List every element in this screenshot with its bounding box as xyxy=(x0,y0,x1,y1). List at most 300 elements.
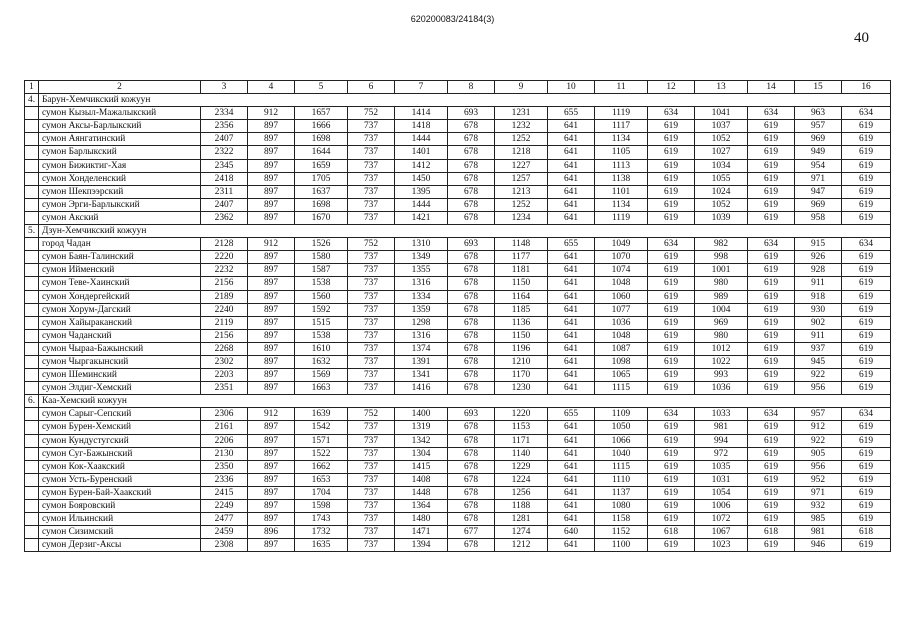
value-cell: 2351 xyxy=(201,382,248,395)
value-cell: 737 xyxy=(348,539,395,552)
value-cell: 897 xyxy=(248,277,295,290)
value-cell: 678 xyxy=(448,329,495,342)
value-cell: 619 xyxy=(842,434,891,447)
value-cell: 2220 xyxy=(201,251,248,264)
value-cell: 641 xyxy=(548,486,595,499)
value-cell: 1598 xyxy=(295,500,348,513)
value-cell: 1743 xyxy=(295,513,348,526)
value-cell: 1414 xyxy=(395,107,448,120)
header-cell: 4 xyxy=(248,81,295,94)
value-cell: 897 xyxy=(248,355,295,368)
document-id: 620200083/24184(3) xyxy=(410,14,495,24)
header-cell: 14 xyxy=(748,81,795,94)
value-cell: 1234 xyxy=(495,211,548,224)
section-number: 5. xyxy=(25,225,39,238)
value-cell: 655 xyxy=(548,238,595,251)
value-cell: 2477 xyxy=(201,513,248,526)
value-cell: 897 xyxy=(248,198,295,211)
value-cell: 2415 xyxy=(201,486,248,499)
value-cell: 619 xyxy=(748,329,795,342)
table-row xyxy=(25,185,891,198)
value-cell: 619 xyxy=(748,120,795,133)
value-cell: 737 xyxy=(348,303,395,316)
value-cell: 1610 xyxy=(295,342,348,355)
value-cell: 1067 xyxy=(695,526,748,539)
value-cell: 1001 xyxy=(695,264,748,277)
value-cell: 926 xyxy=(795,251,842,264)
value-cell: 1110 xyxy=(595,473,648,486)
value-cell: 1072 xyxy=(695,513,748,526)
value-cell: 678 xyxy=(448,172,495,185)
value-cell: 618 xyxy=(648,526,695,539)
value-cell: 1644 xyxy=(295,146,348,159)
row-index-cell xyxy=(25,133,39,146)
value-cell: 954 xyxy=(795,159,842,172)
value-cell: 619 xyxy=(748,513,795,526)
value-cell: 619 xyxy=(648,473,695,486)
table-row xyxy=(25,198,891,211)
value-cell: 619 xyxy=(842,159,891,172)
settlement-name: сумон Элдиг-Хемский xyxy=(39,382,201,395)
value-cell: 1220 xyxy=(495,408,548,421)
value-cell: 634 xyxy=(748,408,795,421)
value-cell: 1408 xyxy=(395,473,448,486)
value-cell: 1639 xyxy=(295,408,348,421)
value-cell: 641 xyxy=(548,434,595,447)
value-cell: 641 xyxy=(548,198,595,211)
settlement-name: сумон Шеминский xyxy=(39,369,201,382)
value-cell: 678 xyxy=(448,500,495,513)
value-cell: 641 xyxy=(548,277,595,290)
header-cell: 11 xyxy=(595,81,648,94)
table-body xyxy=(25,81,891,552)
table-row xyxy=(25,120,891,133)
value-cell: 912 xyxy=(248,107,295,120)
value-cell: 905 xyxy=(795,447,842,460)
row-index-cell xyxy=(25,473,39,486)
value-cell: 619 xyxy=(648,355,695,368)
value-cell: 897 xyxy=(248,421,295,434)
value-cell: 678 xyxy=(448,355,495,368)
value-cell: 1070 xyxy=(595,251,648,264)
value-cell: 641 xyxy=(548,473,595,486)
value-cell: 2249 xyxy=(201,500,248,513)
value-cell: 2308 xyxy=(201,539,248,552)
value-cell: 619 xyxy=(748,264,795,277)
value-cell: 619 xyxy=(748,473,795,486)
value-cell: 1150 xyxy=(495,277,548,290)
value-cell: 1560 xyxy=(295,290,348,303)
value-cell: 1136 xyxy=(495,316,548,329)
value-cell: 2334 xyxy=(201,107,248,120)
value-cell: 1418 xyxy=(395,120,448,133)
value-cell: 1400 xyxy=(395,408,448,421)
value-cell: 619 xyxy=(748,303,795,316)
value-cell: 1662 xyxy=(295,460,348,473)
value-cell: 2407 xyxy=(201,198,248,211)
value-cell: 1480 xyxy=(395,513,448,526)
value-cell: 1415 xyxy=(395,460,448,473)
value-cell: 937 xyxy=(795,342,842,355)
value-cell: 1100 xyxy=(595,539,648,552)
value-cell: 946 xyxy=(795,539,842,552)
value-cell: 619 xyxy=(748,369,795,382)
table-row xyxy=(25,107,891,120)
value-cell: 619 xyxy=(648,264,695,277)
value-cell: 1316 xyxy=(395,329,448,342)
section-title: Дзун-Хемчикский кожуун xyxy=(39,225,891,238)
value-cell: 1177 xyxy=(495,251,548,264)
section-row xyxy=(25,94,891,107)
row-index-cell xyxy=(25,513,39,526)
value-cell: 971 xyxy=(795,486,842,499)
value-cell: 928 xyxy=(795,264,842,277)
settlement-name: сумон Чаданский xyxy=(39,329,201,342)
value-cell: 619 xyxy=(842,539,891,552)
value-cell: 1256 xyxy=(495,486,548,499)
section-row xyxy=(25,395,891,408)
value-cell: 619 xyxy=(748,421,795,434)
header-cell: 10 xyxy=(548,81,595,94)
value-cell: 1698 xyxy=(295,198,348,211)
value-cell: 619 xyxy=(842,264,891,277)
value-cell: 619 xyxy=(842,290,891,303)
value-cell: 897 xyxy=(248,434,295,447)
value-cell: 619 xyxy=(842,500,891,513)
value-cell: 1421 xyxy=(395,211,448,224)
table-row xyxy=(25,355,891,368)
section-title: Барун-Хемчикский кожуун xyxy=(39,94,891,107)
value-cell: 2407 xyxy=(201,133,248,146)
value-cell: 1037 xyxy=(695,120,748,133)
value-cell: 619 xyxy=(648,447,695,460)
value-cell: 1448 xyxy=(395,486,448,499)
table-row xyxy=(25,447,891,460)
table-row xyxy=(25,303,891,316)
value-cell: 2189 xyxy=(201,290,248,303)
header-cell: 13 xyxy=(695,81,748,94)
value-cell: 1210 xyxy=(495,355,548,368)
value-cell: 897 xyxy=(248,473,295,486)
settlement-name: сумон Кок-Хаакский xyxy=(39,460,201,473)
section-number: 4. xyxy=(25,94,39,107)
section-row xyxy=(25,225,891,238)
value-cell: 945 xyxy=(795,355,842,368)
value-cell: 641 xyxy=(548,211,595,224)
value-cell: 998 xyxy=(695,251,748,264)
value-cell: 641 xyxy=(548,382,595,395)
value-cell: 619 xyxy=(842,303,891,316)
value-cell: 619 xyxy=(748,486,795,499)
value-cell: 2350 xyxy=(201,460,248,473)
value-cell: 912 xyxy=(795,421,842,434)
table-row xyxy=(25,500,891,513)
table-row xyxy=(25,172,891,185)
value-cell: 1349 xyxy=(395,251,448,264)
value-cell: 752 xyxy=(348,107,395,120)
value-cell: 678 xyxy=(448,211,495,224)
value-cell: 678 xyxy=(448,434,495,447)
value-cell: 1394 xyxy=(395,539,448,552)
section-number: 6. xyxy=(25,395,39,408)
value-cell: 693 xyxy=(448,408,495,421)
value-cell: 957 xyxy=(795,120,842,133)
value-cell: 897 xyxy=(248,251,295,264)
value-cell: 1065 xyxy=(595,369,648,382)
value-cell: 1538 xyxy=(295,277,348,290)
value-cell: 693 xyxy=(448,107,495,120)
data-table xyxy=(24,80,891,552)
value-cell: 737 xyxy=(348,329,395,342)
value-cell: 1632 xyxy=(295,355,348,368)
settlement-name: город Чадан xyxy=(39,238,201,251)
value-cell: 2362 xyxy=(201,211,248,224)
value-cell: 981 xyxy=(795,526,842,539)
value-cell: 1188 xyxy=(495,500,548,513)
value-cell: 1416 xyxy=(395,382,448,395)
value-cell: 1034 xyxy=(695,159,748,172)
value-cell: 634 xyxy=(648,238,695,251)
value-cell: 619 xyxy=(648,146,695,159)
value-cell: 952 xyxy=(795,473,842,486)
row-index-cell xyxy=(25,185,39,198)
value-cell: 641 xyxy=(548,264,595,277)
value-cell: 897 xyxy=(248,120,295,133)
value-cell: 1039 xyxy=(695,211,748,224)
value-cell: 1036 xyxy=(595,316,648,329)
value-cell: 1087 xyxy=(595,342,648,355)
value-cell: 1587 xyxy=(295,264,348,277)
value-cell: 1355 xyxy=(395,264,448,277)
value-cell: 1704 xyxy=(295,486,348,499)
value-cell: 641 xyxy=(548,355,595,368)
value-cell: 1150 xyxy=(495,329,548,342)
row-index-cell xyxy=(25,500,39,513)
value-cell: 737 xyxy=(348,198,395,211)
value-cell: 678 xyxy=(448,539,495,552)
table-row xyxy=(25,539,891,552)
value-cell: 1401 xyxy=(395,146,448,159)
value-cell: 969 xyxy=(795,133,842,146)
value-cell: 1257 xyxy=(495,172,548,185)
row-index-cell xyxy=(25,526,39,539)
value-cell: 1012 xyxy=(695,342,748,355)
header-cell: 5 xyxy=(295,81,348,94)
value-cell: 1580 xyxy=(295,251,348,264)
value-cell: 2240 xyxy=(201,303,248,316)
table-row xyxy=(25,473,891,486)
value-cell: 1637 xyxy=(295,185,348,198)
row-index-cell xyxy=(25,342,39,355)
value-cell: 1040 xyxy=(595,447,648,460)
value-cell: 1181 xyxy=(495,264,548,277)
value-cell: 1105 xyxy=(595,146,648,159)
header-cell: 2 xyxy=(39,81,201,94)
value-cell: 737 xyxy=(348,264,395,277)
value-cell: 2302 xyxy=(201,355,248,368)
value-cell: 1066 xyxy=(595,434,648,447)
value-cell: 619 xyxy=(648,421,695,434)
value-cell: 737 xyxy=(348,185,395,198)
value-cell: 1412 xyxy=(395,159,448,172)
value-cell: 737 xyxy=(348,369,395,382)
value-cell: 619 xyxy=(648,251,695,264)
value-cell: 619 xyxy=(842,133,891,146)
value-cell: 1006 xyxy=(695,500,748,513)
row-index-cell xyxy=(25,172,39,185)
value-cell: 619 xyxy=(748,500,795,513)
value-cell: 619 xyxy=(842,172,891,185)
value-cell: 1310 xyxy=(395,238,448,251)
value-cell: 737 xyxy=(348,434,395,447)
table-row xyxy=(25,329,891,342)
row-index-cell xyxy=(25,290,39,303)
value-cell: 1229 xyxy=(495,460,548,473)
value-cell: 897 xyxy=(248,264,295,277)
value-cell: 897 xyxy=(248,342,295,355)
value-cell: 619 xyxy=(648,329,695,342)
value-cell: 1218 xyxy=(495,146,548,159)
value-cell: 678 xyxy=(448,447,495,460)
value-cell: 1666 xyxy=(295,120,348,133)
value-cell: 641 xyxy=(548,329,595,342)
header-cell: 12 xyxy=(648,81,695,94)
value-cell: 619 xyxy=(748,434,795,447)
value-cell: 982 xyxy=(695,238,748,251)
value-cell: 619 xyxy=(842,185,891,198)
value-cell: 2232 xyxy=(201,264,248,277)
table-row xyxy=(25,486,891,499)
value-cell: 1185 xyxy=(495,303,548,316)
value-cell: 619 xyxy=(842,460,891,473)
settlement-name: сумон Эрги-Барлыкский xyxy=(39,198,201,211)
value-cell: 1060 xyxy=(595,290,648,303)
row-index-cell xyxy=(25,251,39,264)
value-cell: 1450 xyxy=(395,172,448,185)
value-cell: 1391 xyxy=(395,355,448,368)
value-cell: 619 xyxy=(748,460,795,473)
value-cell: 1119 xyxy=(595,107,648,120)
value-cell: 641 xyxy=(548,460,595,473)
value-cell: 897 xyxy=(248,303,295,316)
value-cell: 949 xyxy=(795,146,842,159)
value-cell: 897 xyxy=(248,500,295,513)
value-cell: 1170 xyxy=(495,369,548,382)
value-cell: 641 xyxy=(548,316,595,329)
value-cell: 1074 xyxy=(595,264,648,277)
header-cell: 7 xyxy=(395,81,448,94)
value-cell: 737 xyxy=(348,159,395,172)
value-cell: 641 xyxy=(548,539,595,552)
value-cell: 619 xyxy=(748,198,795,211)
value-cell: 1022 xyxy=(695,355,748,368)
value-cell: 1635 xyxy=(295,539,348,552)
value-cell: 737 xyxy=(348,342,395,355)
table-row xyxy=(25,382,891,395)
table-row xyxy=(25,434,891,447)
row-index-cell xyxy=(25,120,39,133)
value-cell: 619 xyxy=(648,513,695,526)
value-cell: 1231 xyxy=(495,107,548,120)
value-cell: 1359 xyxy=(395,303,448,316)
value-cell: 619 xyxy=(748,355,795,368)
value-cell: 1098 xyxy=(595,355,648,368)
value-cell: 619 xyxy=(748,159,795,172)
row-index-cell xyxy=(25,421,39,434)
value-cell: 956 xyxy=(795,382,842,395)
value-cell: 619 xyxy=(748,251,795,264)
value-cell: 737 xyxy=(348,500,395,513)
value-cell: 619 xyxy=(842,329,891,342)
value-cell: 1364 xyxy=(395,500,448,513)
row-index-cell xyxy=(25,539,39,552)
value-cell: 1316 xyxy=(395,277,448,290)
settlement-name: сумон Бояровский xyxy=(39,500,201,513)
header-row xyxy=(25,81,891,94)
value-cell: 619 xyxy=(648,172,695,185)
table-row xyxy=(25,421,891,434)
value-cell: 1134 xyxy=(595,198,648,211)
table-row xyxy=(25,526,891,539)
value-cell: 752 xyxy=(348,238,395,251)
row-index-cell xyxy=(25,264,39,277)
value-cell: 619 xyxy=(748,342,795,355)
value-cell: 1698 xyxy=(295,133,348,146)
value-cell: 958 xyxy=(795,211,842,224)
row-index-cell xyxy=(25,277,39,290)
value-cell: 655 xyxy=(548,107,595,120)
value-cell: 641 xyxy=(548,342,595,355)
settlement-name: сумон Чыраа-Бажынский xyxy=(39,342,201,355)
value-cell: 1571 xyxy=(295,434,348,447)
settlement-name: сумон Хонделенский xyxy=(39,172,201,185)
value-cell: 678 xyxy=(448,382,495,395)
value-cell: 1031 xyxy=(695,473,748,486)
value-cell: 618 xyxy=(748,526,795,539)
table-row xyxy=(25,408,891,421)
value-cell: 930 xyxy=(795,303,842,316)
value-cell: 619 xyxy=(748,146,795,159)
settlement-name: сумон Шекпээрский xyxy=(39,185,201,198)
table-row xyxy=(25,460,891,473)
value-cell: 2161 xyxy=(201,421,248,434)
value-cell: 678 xyxy=(448,159,495,172)
value-cell: 619 xyxy=(842,355,891,368)
value-cell: 1137 xyxy=(595,486,648,499)
value-cell: 619 xyxy=(748,539,795,552)
value-cell: 634 xyxy=(842,238,891,251)
value-cell: 1101 xyxy=(595,185,648,198)
header-cell: 1 xyxy=(25,81,39,94)
value-cell: 641 xyxy=(548,303,595,316)
value-cell: 1298 xyxy=(395,316,448,329)
value-cell: 655 xyxy=(548,408,595,421)
value-cell: 1048 xyxy=(595,277,648,290)
value-cell: 922 xyxy=(795,434,842,447)
value-cell: 737 xyxy=(348,382,395,395)
settlement-name: сумон Суг-Бажынский xyxy=(39,447,201,460)
settlement-name: сумон Баян-Талинский xyxy=(39,251,201,264)
value-cell: 971 xyxy=(795,172,842,185)
row-index-cell xyxy=(25,303,39,316)
value-cell: 641 xyxy=(548,513,595,526)
value-cell: 985 xyxy=(795,513,842,526)
value-cell: 2130 xyxy=(201,447,248,460)
value-cell: 1334 xyxy=(395,290,448,303)
value-cell: 1153 xyxy=(495,421,548,434)
value-cell: 678 xyxy=(448,198,495,211)
row-index-cell xyxy=(25,238,39,251)
